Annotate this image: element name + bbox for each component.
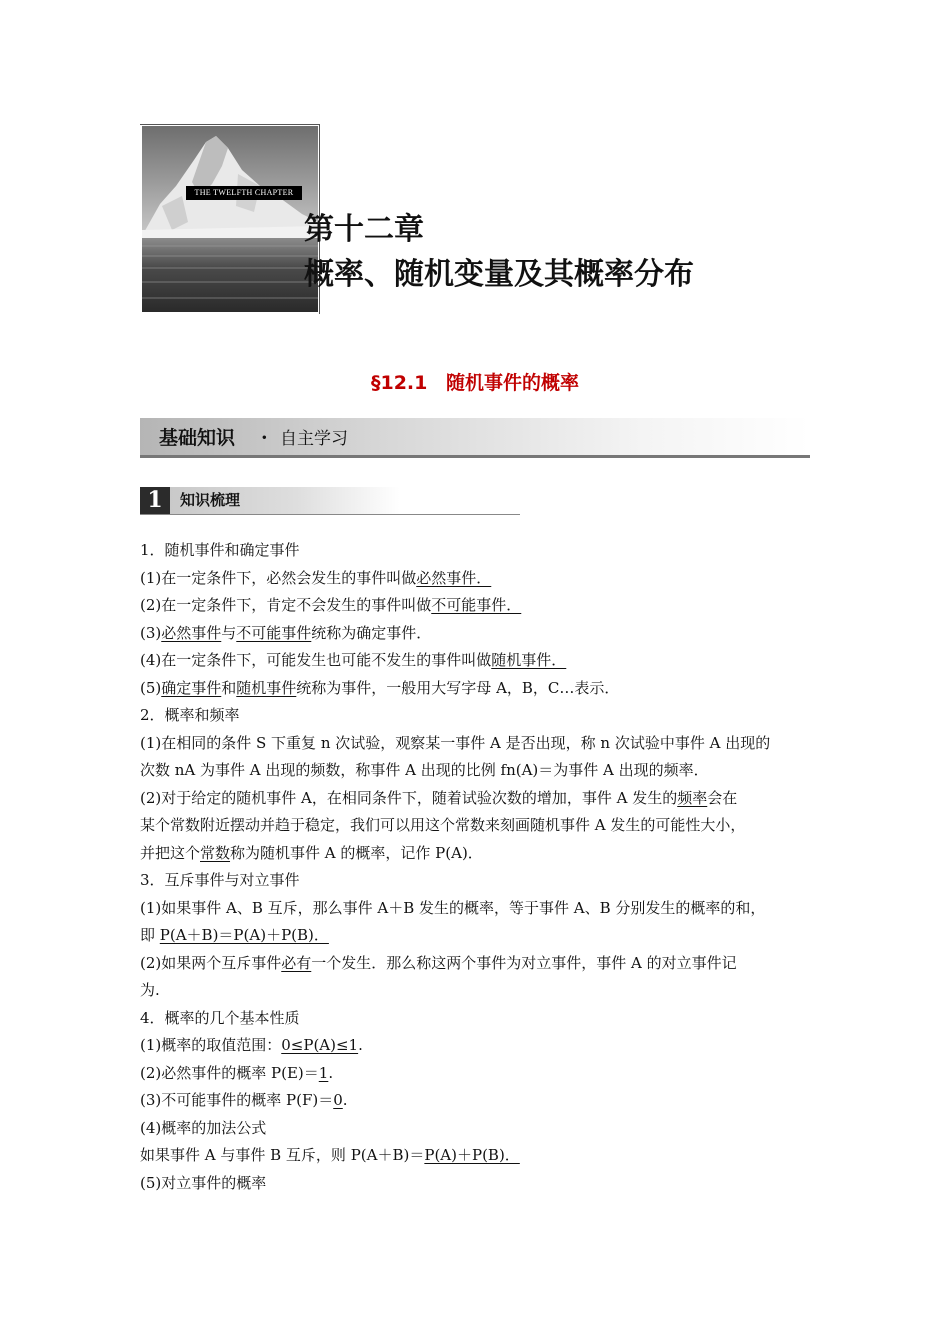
text-run: 与 — [221, 623, 237, 642]
text-run: 为. — [140, 981, 160, 999]
blank-answer: 必有 — [281, 953, 312, 972]
blank-answer: 0≤P(A)≤1 — [281, 1036, 359, 1054]
text-line — [140, 537, 812, 565]
text-line — [140, 895, 812, 923]
blank-answer: 不可能事件． — [431, 596, 522, 614]
text-run: 次数 nA 为事件 A 出现的频数，称事件 A 出现的比例 fn(A)＝为事件 A 出现的频率． — [140, 761, 709, 779]
section-number: §12.1 — [370, 372, 428, 394]
text-line — [140, 757, 812, 785]
section-title — [0, 368, 950, 395]
text-run: . — [328, 1063, 334, 1082]
blank-answer: P(A＋B)＝P(A)＋P(B)． — [159, 926, 329, 944]
text-run: (3)不可能事件的概率 P(F)＝ — [140, 1091, 334, 1109]
text-line — [140, 675, 812, 703]
section-band — [140, 418, 810, 458]
glacier-illustration — [142, 126, 318, 312]
blank-answer: 必然事件 — [161, 623, 222, 642]
text-line — [140, 647, 812, 675]
text-line — [140, 1032, 812, 1060]
text-run: 统称为事件，一般用大写字母 A，B，C…表示． — [296, 678, 620, 697]
text-run: 并把这个 — [140, 843, 201, 862]
text-run: (3) — [140, 623, 162, 642]
text-run: . — [358, 1036, 363, 1054]
blank-answer: 1 — [318, 1063, 329, 1082]
text-run: (5) — [140, 678, 162, 697]
document-body — [140, 537, 812, 1197]
band-subtitle: 自主学习 — [280, 429, 348, 449]
blank-answer: 0 — [333, 1091, 343, 1109]
text-run: (5)对立事件的概率 — [140, 1173, 267, 1192]
text-run: 2．概率和频率 — [140, 706, 240, 724]
chapter-title: 概率、随机变量及其概率分布 — [304, 257, 694, 292]
text-line — [140, 812, 812, 840]
band-title: 基础知识 — [159, 427, 236, 449]
band-separator: · — [261, 427, 268, 449]
blank-answer: 不可能事件 — [236, 623, 312, 642]
chapter-english-tag: THE TWELFTH CHAPTER — [186, 186, 302, 200]
text-run: (2)对于给定的随机事件 A，在相同条件下，随着试验次数的增加，事件 A 发生的 — [140, 788, 678, 807]
text-line — [140, 620, 812, 648]
text-line — [140, 565, 812, 593]
text-run: (1)概率的取值范围： — [140, 1036, 282, 1054]
knowledge-tag — [140, 487, 520, 515]
knowledge-tag-number: 1 — [140, 487, 170, 514]
text-run: 某个常数附近摆动并趋于稳定，我们可以用这个常数来刻画随机事件 A 发生的可能性大小， — [140, 816, 746, 834]
text-line — [140, 1142, 812, 1170]
text-run: . — [342, 1091, 348, 1109]
text-run: (2)如果两个互斥事件 — [140, 953, 282, 972]
knowledge-tag-label: 知识梳理 — [180, 491, 241, 509]
text-run: 3．互斥事件与对立事件 — [140, 871, 300, 889]
text-run: (4)在一定条件下，可能发生也可能不发生的事件叫做 — [140, 651, 492, 669]
text-run: (1)如果事件 A、B 互斥，那么事件 A＋B 发生的概率，等于事件 A、B 分别发生的概率的和， — [140, 898, 766, 917]
text-run: 统称为确定事件． — [311, 623, 432, 642]
blank-answer: 随机事件． — [491, 651, 567, 669]
text-run: (4)概率的加法公式 — [140, 1118, 267, 1137]
blank-answer: 频率 — [677, 788, 708, 807]
text-line — [140, 1005, 812, 1033]
text-run: 一个发生．那么称这两个事件为对立事件，事件 A 的对立事件记 — [311, 953, 737, 972]
text-line — [140, 922, 812, 950]
section-name: 随机事件的概率 — [446, 372, 580, 394]
text-run: (2)必然事件的概率 P(E)＝ — [140, 1063, 319, 1082]
text-line — [140, 867, 812, 895]
text-line — [140, 1170, 812, 1198]
text-run: 如果事件 A 与事件 B 互斥，则 P(A＋B)＝ — [140, 1146, 425, 1164]
text-run: 和 — [221, 678, 237, 697]
text-run: 即 — [140, 926, 160, 944]
chapter-number: 第十二章 — [304, 212, 424, 247]
blank-answer: 确定事件 — [161, 678, 222, 697]
text-run: (1)在相同的条件 S 下重复 n 次试验，观察某一事件 A 是否出现，称 n 次试验中事件 A 出现的 — [140, 733, 771, 752]
blank-answer: 必然事件． — [416, 568, 492, 587]
text-line — [140, 702, 812, 730]
text-line — [140, 785, 812, 813]
text-line — [140, 1060, 812, 1088]
text-run: 1．随机事件和确定事件 — [140, 541, 300, 559]
text-run: 称为随机事件 A 的概率，记作 P(A)． — [230, 843, 483, 862]
text-line — [140, 840, 812, 868]
blank-answer: 常数 — [200, 843, 231, 862]
text-line — [140, 950, 812, 978]
text-line — [140, 592, 812, 620]
text-run: (2)在一定条件下，肯定不会发生的事件叫做 — [140, 596, 432, 614]
text-line — [140, 977, 812, 1005]
text-run: 4．概率的几个基本性质 — [140, 1008, 300, 1027]
text-line — [140, 1115, 812, 1143]
text-run: (1)在一定条件下，必然会发生的事件叫做 — [140, 568, 417, 587]
text-line — [140, 730, 812, 758]
blank-answer: 随机事件 — [236, 678, 297, 697]
text-run: 会在 — [707, 788, 738, 807]
blank-answer: P(A)＋P(B)． — [424, 1146, 520, 1164]
text-line — [140, 1087, 812, 1115]
